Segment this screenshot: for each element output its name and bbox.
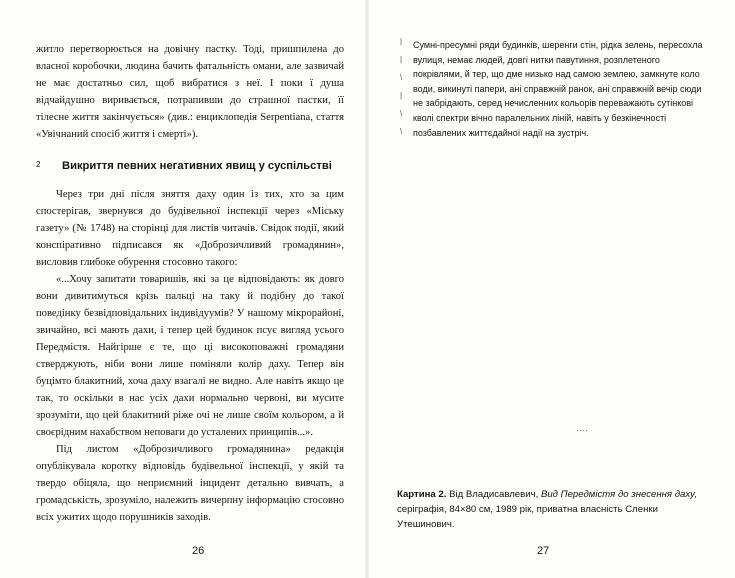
margin-mark: \ xyxy=(400,127,403,136)
caption-label: Картина 2. xyxy=(397,489,447,500)
margin-marks xyxy=(400,38,408,148)
caption-details: серіграфія, 84×80 см, 1989 рік, приватна власність Сленки Утешинович. xyxy=(397,504,658,530)
body-paragraph-1: Через три дні після зняття даху один із тих, хто за цим спостерігав, звернувся до будівельної інспекції через «Міську газету» (№ 1748) на сторінці для листів читачів. Свідок події, який конспіративно підписався як «Доброзичливий громадянин», висловив глибоке обурення стосовно такого: xyxy=(36,189,344,268)
margin-mark: | xyxy=(400,37,403,46)
left-page xyxy=(0,0,367,578)
picture-caption xyxy=(397,487,707,532)
body-paragraph-2: «...Хочу запитати товаришів, які за це відповідають: як довго вони дивитимуться крізь пальці на таку й подібну до такої поведінку безвідповідальних індивідуумів? У нашому мікрорайоні, звичайно, всі мають дахи, і тепер цей будинок псує вигляд усього Передмістя. Найгірше є те, що ці високоповажні громадяни стверджують, ніби вони лише поміняли колір даху. Тепер він буцімто блакитний, хоча даху взагалі не видно. Але навіть якщо це так, то оскільки в нас усіх дахи нормально червоні, ви мусите зрозуміти, що цей блакитний ріже очі не лише своїм кольором, а й своєрідним нахабством неповаги до усталених принципів...». xyxy=(36,274,344,438)
speck xyxy=(583,430,584,431)
speck xyxy=(577,430,578,431)
body-paragraph-3: Під листом «Доброзичливого громадянина» редакція опублікувала коротку відповідь будівельної інспекції, у якій та твердо обіцяла, що неприємний інцидент детально вивчать, а громадськість, зрозуміло, належить вичерпну інформацію стосовно всіх ужитих щодо порушників заходів. xyxy=(36,444,344,523)
section-heading xyxy=(36,157,344,174)
opening-paragraph: житло перетворюється на довічну пастку. Тоді, пришпилена до власної коробочки, людина бачить фатальність омани, але зазвичай не має достатньо сил, щоб вибратися з неї. І поки ї душа відчайдушно виривається, потрапивши до страшної пастки, її тілесне життя закінчується» (див.: енциклопедія Serpentiana, стаття «Увічнаний спосіб життя і смерті»). xyxy=(36,44,344,140)
margin-mark: | xyxy=(400,55,403,64)
picture-specks xyxy=(577,430,589,433)
section-title: Викриття певних негативних явищ у суспільстві xyxy=(62,160,332,172)
caption-title: Вид Передмістя до знесення даху, xyxy=(540,489,697,500)
right-text-block: Сумні-пресумні ряди будинків, шеренги стін, рідка зелень, пересохла вулиця, немає людей, довгі нитки павутиння, розплетеного покрівлями, й тер, що дме низько над самою землею, замкнуте коло води, викинуті папери, ані справжній ранок, ані справжній вечір сюди не забрідають, серед нечисленних кольорів переважають сутінкові кволі спектри вічно паралельних ліній, навіть у безкінечності позбавлених життєдайної надії на зустріч. xyxy=(413,40,703,138)
margin-mark: \ xyxy=(400,73,403,82)
page-number-right: 27 xyxy=(537,545,550,557)
margin-mark: \ xyxy=(400,109,403,118)
right-page xyxy=(367,0,735,578)
speck xyxy=(586,430,587,431)
page-number-left: 26 xyxy=(192,545,205,557)
section-number: 2 xyxy=(36,160,41,169)
caption-author: Від Владисавлевич, xyxy=(449,489,539,500)
margin-mark: | xyxy=(400,91,403,100)
opening-text xyxy=(36,41,344,143)
section-body xyxy=(36,186,344,526)
speck xyxy=(580,430,581,431)
